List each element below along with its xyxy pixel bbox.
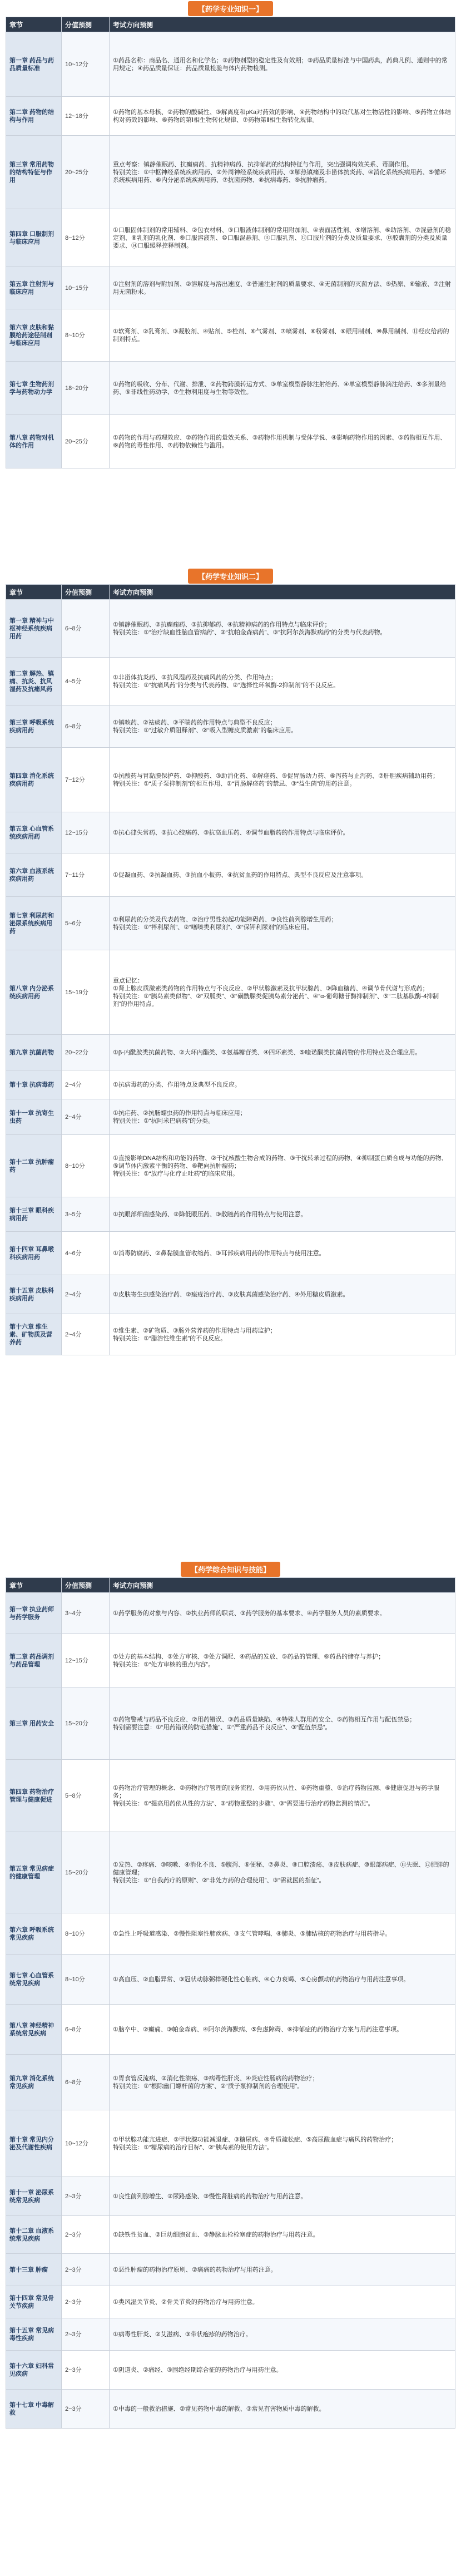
chapter-cell: 第三章 呼吸系统疾病用药: [6, 705, 62, 748]
direction-cell: ①处方的基本结构、②处方审核、③处方调配、④药品的发放、⑤药品的管理、⑥药品的储存与养护； 特别关注：①“处方审核的重点内容”。: [110, 1634, 455, 1687]
direction-cell: ①药物治疗管理的概念、②药物治疗管理的服务流程、③用药依从性、④药物重整、⑤治疗药物监测、⑥健康促进与药学服务； 特别关注：①“提高用药依从性的方法”、②“药物重整的步骤”、③“需要进行治疗药物监测的情况”。: [110, 1760, 455, 1832]
table-row: [6, 658, 455, 705]
direction-cell: 重点考察：镇静催眠药、抗癫痫药、抗精神病药、抗抑郁药的结构特征与作用，突出强调构效关系、毒副作用。 特别关注：①中枢神经系统疾病用药、②外周神经系统疾病用药、③解热镇痛及非甾体抗炎药、④消化系统疾病用药、⑤循环系统疾病用药、⑥内分泌系统疾病用药、⑦抗菌药物、⑧抗病毒药、⑨抗肿瘤药。: [110, 136, 455, 209]
direction-cell: ①抗疟药、②抗肠蠕虫药的作用特点与临床应用； 特别关注：①“抗阿米巴病药”的分类。: [110, 1099, 455, 1135]
direction-cell: ①非甾体抗炎药、②抗风湿药及抗痛风药的分类、作用特点； 特别关注：①“抗痛风药”的分类与代表药物、②“选择性环氧酶-2抑制剂”的不良反应。: [110, 658, 455, 705]
chapter-cell: 第十二章 抗肿瘤药: [6, 1135, 62, 1197]
header-direction: 考试方向预测: [110, 1578, 455, 1593]
table-row: [6, 136, 455, 209]
table-row: [6, 415, 455, 468]
chapter-cell: 第十五章 常见病毒性疾病: [6, 2318, 62, 2351]
chapter-cell: 第十五章 皮肤科疾病用药: [6, 1275, 62, 1314]
exam-table: [6, 584, 455, 1355]
header-score: 分值预测: [62, 1578, 110, 1593]
direction-cell: ①病毒性肝炎、②艾滋病、③带状疱疹的药物治疗。: [110, 2318, 455, 2351]
chapter-cell: 第六章 皮肤和黏膜给药途径制剂与临床应用: [6, 309, 62, 362]
direction-cell: ①类风湿关节炎、②骨关节炎的药物治疗与用药注意。: [110, 2286, 455, 2318]
chapter-cell: 第五章 常见病症的健康管理: [6, 1832, 62, 1913]
table-row: [6, 950, 455, 1035]
direction-cell: ①药品名称：商品名、通用名和化学名；②药物剂型的稳定性及有效期；③药品质量标准与中国药典，药典凡例、通则中的常用规定；④药品质量保证：药品质量检验与体内药物检测。: [110, 32, 455, 97]
score-cell: 10~15分: [62, 267, 110, 309]
table-row: [6, 267, 455, 309]
score-cell: 15~19分: [62, 950, 110, 1035]
direction-cell: ①软膏剂、②乳膏剂、③凝胶剂、④贴剂、⑤栓剂、⑥气雾剂、⑦喷雾剂、⑧粉雾剂、⑨眼用制剂、⑩鼻用制剂、⑪经皮给药的制剂特点。: [110, 309, 455, 362]
table-row: [6, 705, 455, 748]
chapter-cell: 第十三章 眼科疾病用药: [6, 1197, 62, 1232]
table-row: [6, 2351, 455, 2390]
direction-cell: ①消毒防腐药、②鼻黏膜血管收缩药、③耳部疾病用药的作用特点与使用注意。: [110, 1232, 455, 1275]
score-cell: 3~5分: [62, 1197, 110, 1232]
chapter-cell: 第六章 血液系统疾病用药: [6, 853, 62, 897]
chapter-cell: 第七章 心血管系统常见疾病: [6, 1955, 62, 2005]
direction-cell: ①阴道炎、②痛经、③围绝经期综合征的药物治疗与用药注意。: [110, 2351, 455, 2390]
header-score: 分值预测: [62, 585, 110, 600]
direction-cell: ①抗病毒药的分类、作用特点及典型不良反应。: [110, 1070, 455, 1099]
score-cell: 4~5分: [62, 658, 110, 705]
chapter-cell: 第三章 常用药物的结构特征与作用: [6, 136, 62, 209]
chapter-cell: 第八章 神经精神系统常见疾病: [6, 2005, 62, 2055]
direction-cell: ①镇咳药、②祛痰药、③平喘药的作用特点与典型不良反应； 特别关注：①“过敏介质阻释剂”、②“吸入型糖皮质激素”的临床应用。: [110, 705, 455, 748]
direction-cell: ①注射剂的溶剂与附加剂、②溶解度与溶出速度、③普通注射剂的质量要求、④无菌制剂的灭菌方法、⑤热原、⑥输液、⑦注射用无菌粉末。: [110, 267, 455, 309]
table-row: [6, 897, 455, 950]
table-row: [6, 2254, 455, 2286]
chapter-cell: 第七章 利尿药和泌尿系统疾病用药: [6, 897, 62, 950]
chapter-cell: 第十三章 肿瘤: [6, 2254, 62, 2286]
chapter-cell: 第七章 生物药剂学与药物动力学: [6, 362, 62, 415]
table-row: [6, 1070, 455, 1099]
table-row: [6, 600, 455, 658]
exam-table: [6, 1577, 455, 2429]
score-cell: 2~3分: [62, 2318, 110, 2351]
chapter-cell: 第八章 药物对机体的作用: [6, 415, 62, 468]
direction-cell: ①胃食管反流病、②消化性溃疡、③病毒性肝炎、④炎症性肠病的药物治疗； 特别关注：①“根除幽门螺杆菌的方案”、②“质子泵抑制剂的合理使用”。: [110, 2055, 455, 2110]
direction-cell: ①脑卒中、②癫痫、③帕金森病、④阿尔茨海默病、⑤焦虑障碍、⑥抑郁症的药物治疗方案与用药注意事项。: [110, 2005, 455, 2055]
score-cell: 10~12分: [62, 2110, 110, 2177]
table-row: [6, 209, 455, 267]
score-cell: 5~6分: [62, 897, 110, 950]
table-row: [6, 1099, 455, 1135]
direction-cell: ①直接影响DNA结构和功能的药物、②干扰核酸生物合成的药物、③干扰转录过程的药物、④抑制蛋白质合成与功能的药物、⑤调节体内激素平衡的药物、⑥靶向抗肿瘤药； 特别关注：①“放疗与化疗止吐药”的临床应用。: [110, 1135, 455, 1197]
direction-cell: ①药物的作用与药理效应、②药物作用的量效关系、③药物作用机制与受体学说、④影响药物作用的因素、⑤药物相互作用、⑥药物的毒性作用、⑦药物依赖性与滥用。: [110, 415, 455, 468]
table-row: [6, 2005, 455, 2055]
section-title: 【药学综合知识与技能】: [0, 1561, 461, 1577]
header-chapter: 章节: [6, 17, 62, 32]
score-cell: 15~20分: [62, 1687, 110, 1760]
direction-cell: ①口服固体制剂的常用辅料、②包衣材料、③口服液体制剂的常用附加剂、④表面活性剂、⑤增溶剂、⑥助溶剂、⑦混悬剂的稳定剂、⑧乳剂的乳化剂、⑨口服溶液剂、⑩口服混悬剂、⑪口服乳剂、⑫口服片剂的分类及质量要求、⑬胶囊剂的分类及质量要求、⑭口服缓释控释制剂。: [110, 209, 455, 267]
table-row: [6, 1135, 455, 1197]
chapter-cell: 第十七章 中毒解救: [6, 2390, 62, 2429]
table-row: [6, 853, 455, 897]
table-row: [6, 362, 455, 415]
section-comprehensive-skills: [0, 1561, 461, 2576]
direction-cell: ①恶性肿瘤的药物治疗原则、②癌痛的药物治疗与用药注意。: [110, 2254, 455, 2286]
score-cell: 7~11分: [62, 853, 110, 897]
direction-cell: ①急性上呼吸道感染、②慢性阻塞性肺疾病、③支气管哮喘、④肺炎、⑤肺结核的药物治疗与用药指导。: [110, 1913, 455, 1955]
chapter-cell: 第四章 药物治疗管理与健康促进: [6, 1760, 62, 1832]
table-header-row: [6, 585, 455, 600]
chapter-cell: 第十四章 耳鼻喉科疾病用药: [6, 1232, 62, 1275]
table-row: [6, 1197, 455, 1232]
direction-cell: ①良性前列腺增生、②尿路感染、③慢性肾脏病的药物治疗与用药注意。: [110, 2177, 455, 2216]
score-cell: 8~10分: [62, 1913, 110, 1955]
direction-cell: ①药物的吸收、分布、代谢、排泄、②药物跨膜转运方式、③单室模型静脉注射给药、④单室模型静脉滴注给药、⑤多剂量给药、⑥非线性药动学、⑦生物利用度与生物等效性。: [110, 362, 455, 415]
table-row: [6, 1913, 455, 1955]
table-row: [6, 812, 455, 853]
table-row: [6, 2110, 455, 2177]
score-cell: 2~3分: [62, 2254, 110, 2286]
direction-cell: ①发热、②疼痛、③咳嗽、④消化不良、⑤腹泻、⑥便秘、⑦鼻炎、⑧口腔溃疡、⑨皮肤病症、⑩眼部病症、⑪失眠、⑫肥胖的健康管理； 特别关注：①“自我药疗的原则”、②“非处方药的合理使用”、③“需就医的指征”。: [110, 1832, 455, 1913]
chapter-cell: 第四章 口服制剂与临床应用: [6, 209, 62, 267]
chapter-cell: 第九章 抗菌药物: [6, 1035, 62, 1070]
direction-cell: ①药物警戒与药品不良反应、②用药错误、③药品质量缺陷、④特殊人群用药安全、⑤药物相互作用与配伍禁忌； 特别需要注意：①“用药错误的防范措施”、②“严重药品不良反应”、③“配伍禁忌”。: [110, 1687, 455, 1760]
score-cell: 2~3分: [62, 2351, 110, 2390]
chapter-cell: 第二章 药品调剂与药品管理: [6, 1634, 62, 1687]
score-cell: 7~12分: [62, 748, 110, 812]
section-pharmacy-knowledge-one: [0, 0, 461, 567]
table-row: [6, 1832, 455, 1913]
direction-cell: 重点记忆： ①肾上腺皮质激素类药物的作用特点与不良反应、②甲状腺激素及抗甲状腺药、③降血糖药、④调节骨代谢与形成药； 特别关注：①“胰岛素类似物”、②“双胍类”、③“磺酰脲类促胰岛素分泌药”、④“α-葡萄糖苷酶抑制剂”、⑤“二肽基肽酶-4抑制剂”的作用特点。: [110, 950, 455, 1035]
table-row: [6, 2318, 455, 2351]
score-cell: 8~10分: [62, 1135, 110, 1197]
direction-cell: ①抗酸药与胃黏膜保护药、②抑酸药、③助消化药、④解痉药、⑤促胃肠动力药、⑥泻药与止泻药、⑦肝胆疾病辅助用药； 特别关注：①“质子泵抑制剂”的相互作用、②“胃肠解痉药”的禁忌、③“益生菌”的用药注意。: [110, 748, 455, 812]
table-row: [6, 1275, 455, 1314]
direction-cell: ①利尿药的分类及代表药物、②治疗男性勃起功能障碍药、③良性前列腺增生用药； 特别关注：①“袢利尿剂”、②“噻嗪类利尿剂”、③“保钾利尿剂”的临床应用。: [110, 897, 455, 950]
chapter-cell: 第六章 呼吸系统常见疾病: [6, 1913, 62, 1955]
table-row: [6, 2216, 455, 2254]
score-cell: 8~12分: [62, 209, 110, 267]
chapter-cell: 第二章 药物的结构与作用: [6, 97, 62, 136]
direction-cell: ①β-内酰胺类抗菌药物、②大环内酯类、③氨基糖苷类、④四环素类、⑤喹诺酮类抗菌药物的作用特点及合理应用。: [110, 1035, 455, 1070]
direction-cell: ①抗眼部细菌感染药、②降低眼压药、③散瞳药的作用特点与使用注意。: [110, 1197, 455, 1232]
chapter-cell: 第四章 消化系统疾病用药: [6, 748, 62, 812]
table-row: [6, 1760, 455, 1832]
direction-cell: ①中毒的一般救治措施、②常见药物中毒的解救、③常见有害物质中毒的解救。: [110, 2390, 455, 2429]
table-row: [6, 1232, 455, 1275]
chapter-cell: 第十一章 抗寄生虫药: [6, 1099, 62, 1135]
section-title: 【药学专业知识一】: [0, 0, 461, 17]
table-row: [6, 2286, 455, 2318]
direction-cell: ①维生素、②矿物质、③肠外营养药的作用特点与用药监护； 特别关注：①“脂溶性维生素”的不良反应。: [110, 1314, 455, 1355]
direction-cell: ①抗心律失常药、②抗心绞痛药、③抗高血压药、④调节血脂药的作用特点与临床评价。: [110, 812, 455, 853]
score-cell: 2~3分: [62, 2390, 110, 2429]
chapter-cell: 第二章 解热、镇痛、抗炎、抗风湿药及抗痛风药: [6, 658, 62, 705]
direction-cell: ①高血压、②血脂异常、③冠状动脉粥样硬化性心脏病、④心力衰竭、⑤心房颤动的药物治疗与用药注意事项。: [110, 1955, 455, 2005]
chapter-cell: 第十六章 妇科常见疾病: [6, 2351, 62, 2390]
score-cell: 2~4分: [62, 1314, 110, 1355]
score-cell: 2~3分: [62, 2177, 110, 2216]
score-cell: 2~4分: [62, 1070, 110, 1099]
score-cell: 8~10分: [62, 309, 110, 362]
direction-cell: ①甲状腺功能亢进症、②甲状腺功能减退症、③糖尿病、④骨质疏松症、⑤高尿酸血症与痛风的药物治疗； 特别关注：①“糖尿病的治疗目标”、②“胰岛素的使用方法”。: [110, 2110, 455, 2177]
direction-cell: ①药物的基本母核、②药物的酸碱性、③解离度和pKa对药效的影响、④药物结构中的取代基对生物活性的影响、⑤药物立体结构对药效的影响、⑥药物的第Ⅰ相生物转化规律、⑦药物第Ⅱ相生物转化规律。: [110, 97, 455, 136]
score-cell: 20~25分: [62, 415, 110, 468]
header-direction: 考试方向预测: [110, 585, 455, 600]
score-cell: 2~3分: [62, 2286, 110, 2318]
header-direction: 考试方向预测: [110, 17, 455, 32]
table-row: [6, 309, 455, 362]
chapter-cell: 第十章 抗病毒药: [6, 1070, 62, 1099]
chapter-cell: 第一章 执业药师与药学服务: [6, 1593, 62, 1634]
chapter-cell: 第三章 用药安全: [6, 1687, 62, 1760]
chapter-cell: 第五章 心血管系统疾病用药: [6, 812, 62, 853]
chapter-cell: 第五章 注射剂与临床应用: [6, 267, 62, 309]
score-cell: 20~25分: [62, 136, 110, 209]
table-header-row: [6, 17, 455, 32]
score-cell: 3~4分: [62, 1593, 110, 1634]
table-header-row: [6, 1578, 455, 1593]
chapter-cell: 第一章 药品与药品质量标准: [6, 32, 62, 97]
score-cell: 20~22分: [62, 1035, 110, 1070]
table-row: [6, 2055, 455, 2110]
chapter-cell: 第一章 精神与中枢神经系统疾病用药: [6, 600, 62, 658]
score-cell: 12~18分: [62, 97, 110, 136]
chapter-cell: 第十二章 血液系统常见疾病: [6, 2216, 62, 2254]
score-cell: 12~15分: [62, 812, 110, 853]
chapter-cell: 第十四章 常见骨关节疾病: [6, 2286, 62, 2318]
section-pharmacy-knowledge-two: [0, 567, 461, 1561]
chapter-cell: 第十六章 维生素、矿物质及营养药: [6, 1314, 62, 1355]
score-cell: 6~8分: [62, 2005, 110, 2055]
chapter-cell: 第八章 内分泌系统疾病用药: [6, 950, 62, 1035]
table-row: [6, 1687, 455, 1760]
chapter-cell: 第十章 常见内分泌及代谢性疾病: [6, 2110, 62, 2177]
score-cell: 10~12分: [62, 32, 110, 97]
table-row: [6, 32, 455, 97]
score-cell: 4~6分: [62, 1232, 110, 1275]
header-chapter: 章节: [6, 585, 62, 600]
score-cell: 2~4分: [62, 1275, 110, 1314]
table-row: [6, 1314, 455, 1355]
direction-cell: ①促凝血药、②抗凝血药、③抗血小板药、④抗贫血药的作用特点、典型不良反应及注意事项。: [110, 853, 455, 897]
table-row: [6, 1634, 455, 1687]
score-cell: 18~20分: [62, 362, 110, 415]
direction-cell: ①皮肤寄生虫感染治疗药、②痤疮治疗药、③皮肤真菌感染治疗药、④外用糖皮质激素。: [110, 1275, 455, 1314]
header-score: 分值预测: [62, 17, 110, 32]
section-title: 【药学专业知识二】: [0, 567, 461, 584]
table-row: [6, 2390, 455, 2429]
table-row: [6, 1593, 455, 1634]
table-row: [6, 748, 455, 812]
score-cell: 2~3分: [62, 2216, 110, 2254]
chapter-cell: 第十一章 泌尿系统常见疾病: [6, 2177, 62, 2216]
score-cell: 6~8分: [62, 600, 110, 658]
chapter-cell: 第九章 消化系统常见疾病: [6, 2055, 62, 2110]
score-cell: 12~15分: [62, 1634, 110, 1687]
score-cell: 15~20分: [62, 1832, 110, 1913]
table-row: [6, 97, 455, 136]
table-row: [6, 1955, 455, 2005]
score-cell: 6~8分: [62, 705, 110, 748]
score-cell: 5~8分: [62, 1760, 110, 1832]
score-cell: 8~10分: [62, 1955, 110, 2005]
header-chapter: 章节: [6, 1578, 62, 1593]
direction-cell: ①缺铁性贫血、②巨幼细胞贫血、③静脉血栓栓塞症的药物治疗与用药注意。: [110, 2216, 455, 2254]
direction-cell: ①药学服务的对象与内容、②执业药师的职责、③药学服务的基本要求、④药学服务人员的素质要求。: [110, 1593, 455, 1634]
score-cell: 2~4分: [62, 1099, 110, 1135]
score-cell: 6~8分: [62, 2055, 110, 2110]
exam-table: [6, 17, 455, 468]
direction-cell: ①镇静催眠药、②抗癫痫药、③抗抑郁药、④抗精神病药的作用特点与临床评价； 特别关注：①“治疗缺血性脑血管病药”、②“抗帕金森病药”、③“抗阿尔茨海默病药”的分类与代表药物。: [110, 600, 455, 658]
table-row: [6, 1035, 455, 1070]
table-row: [6, 2177, 455, 2216]
